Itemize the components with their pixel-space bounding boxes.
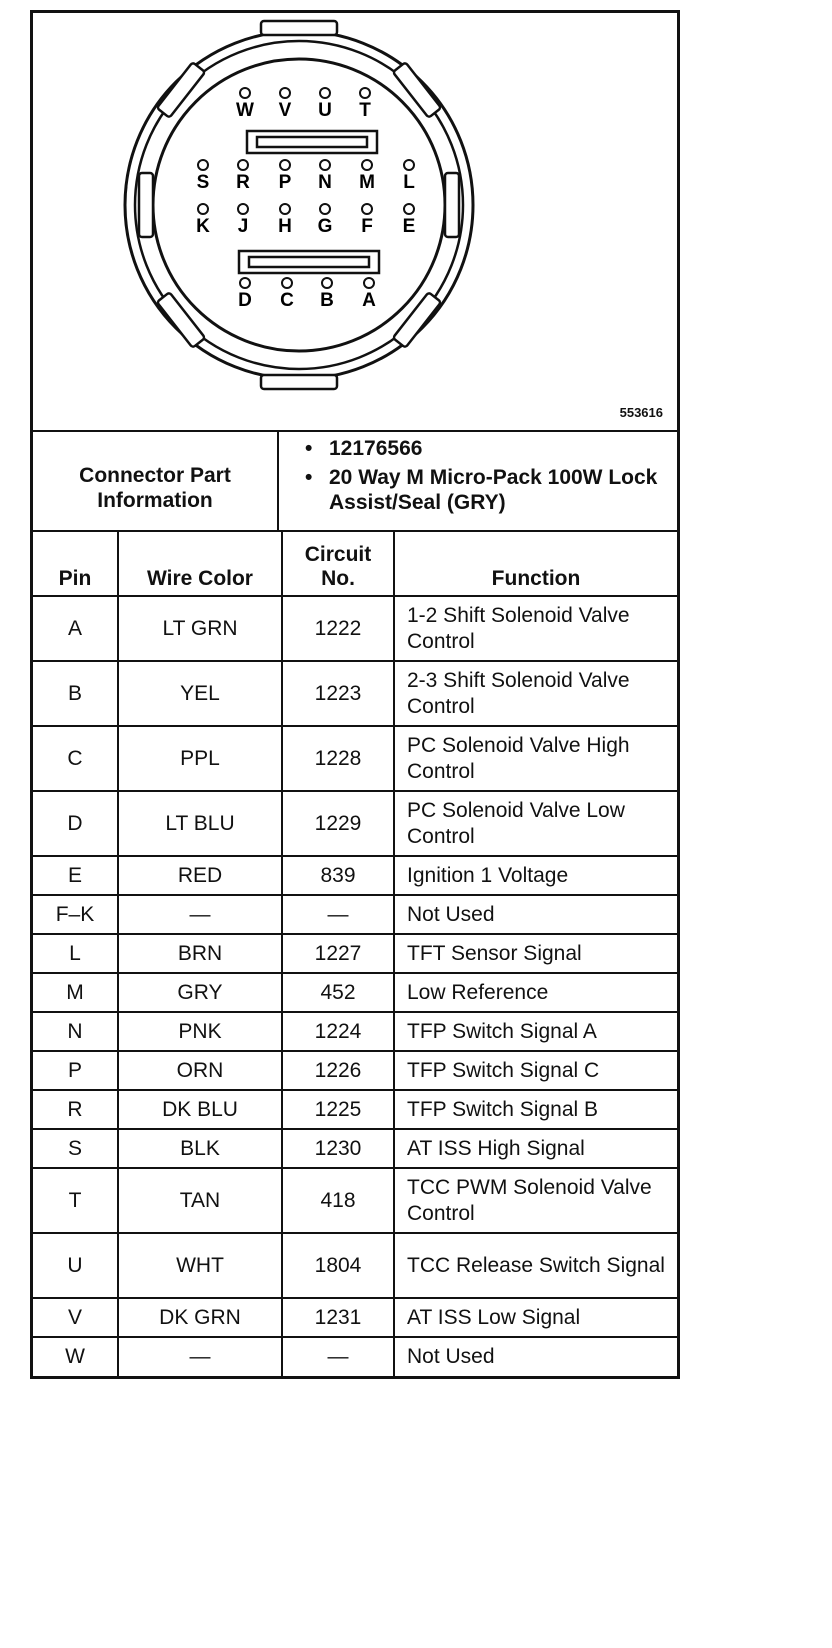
cell-function: PC Solenoid Valve Low Control [394, 791, 677, 856]
pin-hole [362, 204, 372, 214]
pin-label: W [236, 100, 254, 121]
cell-circuit-no: 1228 [282, 726, 394, 791]
cell-pin: N [33, 1012, 118, 1051]
pin-hole [238, 160, 248, 170]
table-row [33, 973, 677, 1012]
cell-pin: F–K [33, 895, 118, 934]
cell-circuit-no: 1231 [282, 1298, 394, 1337]
pin-hole [322, 278, 332, 288]
pin-label: J [237, 216, 249, 237]
cell-circuit-no: 1225 [282, 1090, 394, 1129]
part-number: 12176566 [329, 437, 423, 460]
cell-pin: A [33, 596, 118, 661]
cell-function: 1-2 Shift Solenoid Valve Control [394, 596, 677, 661]
pin-hole [364, 278, 374, 288]
cell-wire-color: YEL [118, 661, 282, 726]
cell-function: AT ISS High Signal [394, 1129, 677, 1168]
cell-wire-color: GRY [118, 973, 282, 1012]
connector-diagram [33, 13, 677, 432]
connector-sheet [30, 10, 680, 1379]
bullet-icon: • [305, 466, 313, 490]
cell-wire-color: PNK [118, 1012, 282, 1051]
cell-circuit-no: 418 [282, 1168, 394, 1233]
cell-pin: R [33, 1090, 118, 1129]
cell-function: TCC PWM Solenoid Valve Control [394, 1168, 677, 1233]
pin-label: E [402, 216, 416, 237]
table-row [33, 856, 677, 895]
bullet-icon: • [305, 437, 313, 460]
pin-label: K [196, 216, 210, 237]
table-row [33, 1012, 677, 1051]
cell-wire-color: LT GRN [118, 596, 282, 661]
pin-hole [404, 204, 414, 214]
table-row [33, 791, 677, 856]
cell-pin: V [33, 1298, 118, 1337]
cell-circuit-no: — [282, 895, 394, 934]
cell-pin: U [33, 1233, 118, 1298]
pin-label: G [317, 216, 333, 237]
pin-label: L [403, 172, 415, 193]
connector-info-list [279, 432, 677, 530]
cell-wire-color: LT BLU [118, 791, 282, 856]
cell-pin: M [33, 973, 118, 1012]
table-row [33, 726, 677, 791]
cell-circuit-no: 1223 [282, 661, 394, 726]
header-wire-color: Wire Color [118, 532, 282, 596]
pin-hole [320, 204, 330, 214]
table-row [33, 934, 677, 973]
table-row [33, 1337, 677, 1376]
pin-hole [362, 160, 372, 170]
cell-pin: T [33, 1168, 118, 1233]
cell-pin: L [33, 934, 118, 973]
figure-number: 553616 [619, 405, 663, 420]
header-pin: Pin [33, 532, 118, 596]
cell-function: Not Used [394, 895, 677, 934]
pinout-table [33, 532, 677, 1376]
pin-hole [240, 88, 250, 98]
cell-pin: B [33, 661, 118, 726]
info-bullet [305, 436, 677, 461]
pin-label: B [320, 290, 334, 311]
cell-circuit-no: 839 [282, 856, 394, 895]
table-row [33, 1090, 677, 1129]
pin-hole [280, 160, 290, 170]
cell-circuit-no: 452 [282, 973, 394, 1012]
connector-face-drawing [33, 13, 677, 428]
table-row [33, 895, 677, 934]
pin-label: H [278, 216, 292, 237]
table-row [33, 1298, 677, 1337]
cell-function: TFP Switch Signal B [394, 1090, 677, 1129]
table-row [33, 596, 677, 661]
cell-function: 2-3 Shift Solenoid Valve Control [394, 661, 677, 726]
cell-circuit-no: 1804 [282, 1233, 394, 1298]
pin-hole [320, 88, 330, 98]
header-function: Function [394, 532, 677, 596]
cell-wire-color: DK GRN [118, 1298, 282, 1337]
cell-circuit-no: 1229 [282, 791, 394, 856]
cell-function: Low Reference [394, 973, 677, 1012]
pin-label: D [238, 290, 252, 311]
pin-hole [360, 88, 370, 98]
pin-hole [240, 278, 250, 288]
cell-pin: E [33, 856, 118, 895]
pin-label: R [236, 172, 250, 193]
table-row [33, 1233, 677, 1298]
pin-label: V [278, 100, 292, 121]
cell-circuit-no: 1227 [282, 934, 394, 973]
cell-wire-color: ORN [118, 1051, 282, 1090]
cell-function: TCC Release Switch Signal [394, 1233, 677, 1298]
table-row [33, 1129, 677, 1168]
cell-pin: P [33, 1051, 118, 1090]
cell-wire-color: TAN [118, 1168, 282, 1233]
cell-pin: S [33, 1129, 118, 1168]
cell-function: TFT Sensor Signal [394, 934, 677, 973]
pin-label: T [359, 100, 371, 121]
cell-circuit-no: 1224 [282, 1012, 394, 1051]
pin-hole [404, 160, 414, 170]
cell-wire-color: — [118, 1337, 282, 1376]
cell-function: TFP Switch Signal A [394, 1012, 677, 1051]
cell-wire-color: — [118, 895, 282, 934]
cell-wire-color: PPL [118, 726, 282, 791]
cell-wire-color: RED [118, 856, 282, 895]
connector-part-information [33, 432, 677, 532]
pin-label: M [359, 172, 375, 193]
cell-function: PC Solenoid Valve High Control [394, 726, 677, 791]
header-circuit-no: Circuit No. [282, 532, 394, 596]
cell-circuit-no: 1230 [282, 1129, 394, 1168]
connector-description: 20 Way M Micro-Pack 100W Lock Assist/Seal (GRY) [329, 466, 658, 515]
pin-label: C [280, 290, 294, 311]
cell-pin: W [33, 1337, 118, 1376]
cell-function: Ignition 1 Voltage [394, 856, 677, 895]
cell-wire-color: WHT [118, 1233, 282, 1298]
pin-hole [238, 204, 248, 214]
cell-function: TFP Switch Signal C [394, 1051, 677, 1090]
cell-pin: D [33, 791, 118, 856]
pin-label: S [196, 172, 210, 193]
cell-function: Not Used [394, 1337, 677, 1376]
pin-label: P [278, 172, 292, 193]
cell-wire-color: BLK [118, 1129, 282, 1168]
cell-pin: C [33, 726, 118, 791]
cell-wire-color: BRN [118, 934, 282, 973]
pin-label: N [318, 172, 332, 193]
table-row [33, 1051, 677, 1090]
cell-circuit-no: 1226 [282, 1051, 394, 1090]
table-row [33, 1168, 677, 1233]
connector-info-label: Connector Part Information [33, 432, 279, 530]
cell-function: AT ISS Low Signal [394, 1298, 677, 1337]
cell-circuit-no: — [282, 1337, 394, 1376]
pin-hole [280, 204, 290, 214]
pin-hole [198, 160, 208, 170]
cell-wire-color: DK BLU [118, 1090, 282, 1129]
pin-label: A [362, 290, 376, 311]
pin-label: U [318, 100, 332, 121]
pin-hole [198, 204, 208, 214]
table-header-row [33, 532, 677, 596]
pin-hole [320, 160, 330, 170]
pin-hole [280, 88, 290, 98]
info-bullet [305, 465, 677, 515]
pin-hole [282, 278, 292, 288]
pin-label: F [361, 216, 373, 237]
cell-circuit-no: 1222 [282, 596, 394, 661]
table-row [33, 661, 677, 726]
